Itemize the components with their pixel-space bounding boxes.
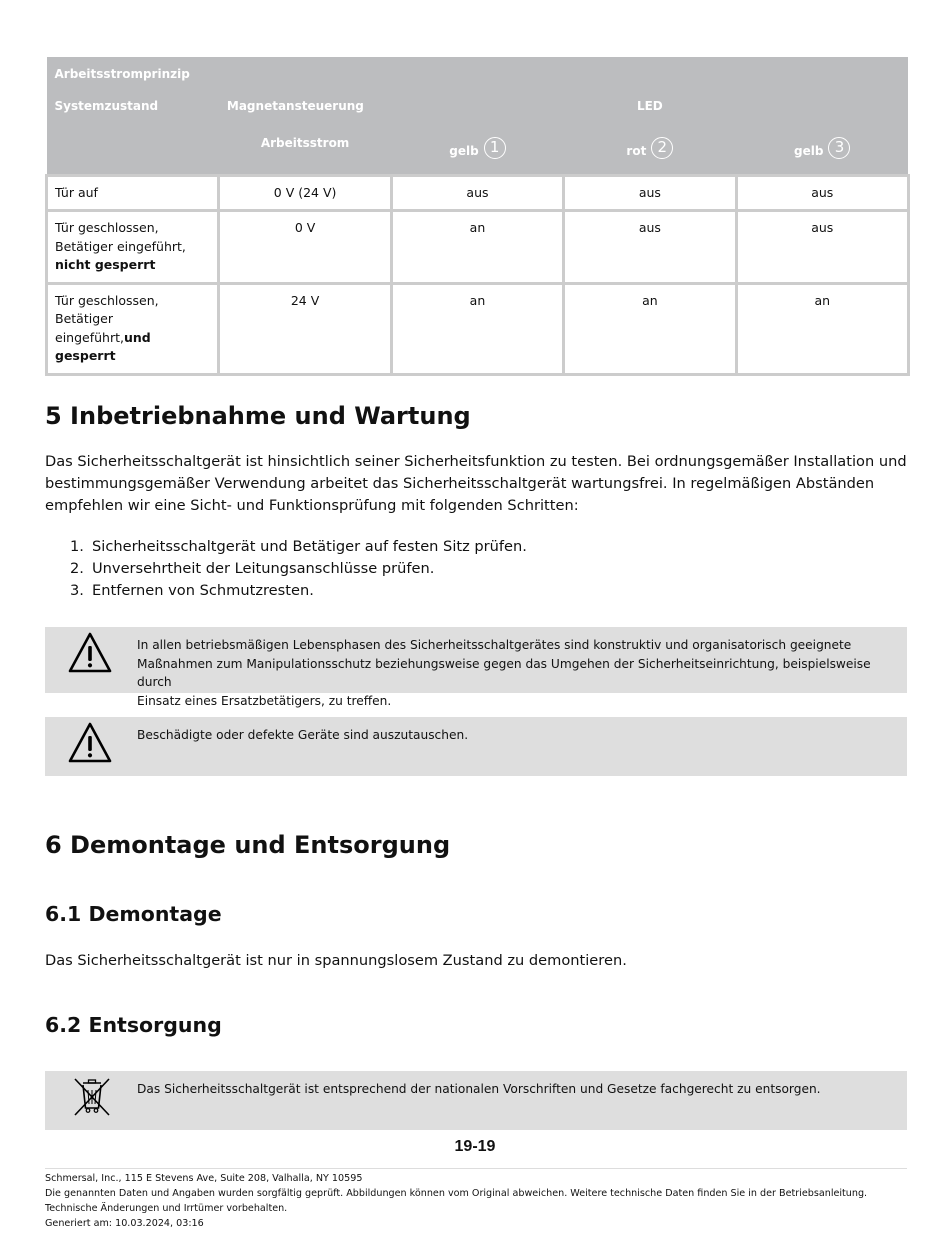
cell-state: Tür geschlossen, Betätiger eingeführt,und gesperrt <box>47 283 219 374</box>
header-empty <box>47 123 219 175</box>
cell-led-gelb-3: an <box>736 283 908 374</box>
warning-notice-replace <box>45 717 907 776</box>
cell-led-gelb-3: aus <box>736 211 908 284</box>
cell-state: Tür auf <box>47 175 219 211</box>
section-6-heading: 6 Demontage und Entsorgung <box>45 831 451 859</box>
warning-triangle-icon <box>67 721 113 769</box>
cell-led-rot: aus <box>564 175 736 211</box>
table-row <box>47 283 909 374</box>
cell-voltage: 0 V (24 V) <box>219 175 391 211</box>
section-6-2-heading: 6.2 Entsorgung <box>45 1013 222 1037</box>
list-item: 3. Entfernen von Schmutzresten. <box>70 582 314 599</box>
header-systemzustand: Systemzustand <box>47 90 219 123</box>
section-5-paragraph: Das Sicherheitsschaltgerät ist hinsichtlich seiner Sicherheitsfunktion zu testen. Bei ordnungsgemäßer Installation und bestimmungsgemäßer Verwendung arbeitet das Sicherheitsschaltgerät wartungsfrei. In regelmäßigen Abständen empfehlen wir eine Sicht- und Funktionsprüfung mit folgenden Schritten: <box>45 453 907 514</box>
table-caption: Arbeitsstromprinzip <box>47 57 909 90</box>
circled-number-icon: 1 <box>484 137 506 159</box>
cell-led-gelb-1: an <box>391 283 563 374</box>
footer-address: Schmersal, Inc., 115 E Stevens Ave, Suite 208, Valhalla, NY 10595 <box>45 1173 363 1184</box>
cell-voltage: 0 V <box>219 211 391 284</box>
list-item: 1. Sicherheitsschaltgerät und Betätiger auf festen Sitz prüfen. <box>70 538 527 555</box>
section-6-1-text: Das Sicherheitsschaltgerät ist nur in spannungslosem Zustand zu demontieren. <box>45 952 627 969</box>
list-item: 2. Unversehrtheit der Leitungsanschlüsse prüfen. <box>70 560 435 577</box>
cell-led-gelb-1: aus <box>391 175 563 211</box>
table-row <box>47 175 909 211</box>
header-led: LED <box>391 90 908 123</box>
disposal-notice <box>45 1071 907 1130</box>
disposal-text: Das Sicherheitsschaltgerät ist entsprechend der nationalen Vorschriften und Gesetze fachgerecht zu entsorgen. <box>137 1082 821 1096</box>
header-magnetansteuerung: Magnetansteuerung <box>219 90 391 123</box>
header-led-gelb-1: gelb 1 <box>391 123 563 175</box>
cell-led-rot: an <box>564 283 736 374</box>
circled-number-icon: 3 <box>828 137 850 159</box>
led-status-table <box>45 57 910 376</box>
warning-triangle-icon <box>67 631 113 679</box>
maintenance-steps-list <box>70 536 527 602</box>
section-6-1-heading: 6.1 Demontage <box>45 902 222 926</box>
footer-generated: Generiert am: 10.03.2024, 03:16 <box>45 1218 204 1229</box>
cell-led-gelb-1: an <box>391 211 563 284</box>
warning-text: Beschädigte oder defekte Geräte sind auszutauschen. <box>137 728 469 742</box>
header-arbeitsstrom: Arbeitsstrom <box>219 123 391 175</box>
footer-disclaimer-2: Technische Änderungen und Irrtümer vorbehalten. <box>45 1203 288 1214</box>
warning-notice-manipulation <box>45 627 907 708</box>
section-5-heading: 5 Inbetriebnahme und Wartung <box>45 402 471 430</box>
circled-number-icon: 2 <box>651 137 673 159</box>
footer-divider <box>45 1168 907 1169</box>
header-led-gelb-3: gelb 3 <box>736 123 908 175</box>
cell-led-rot: aus <box>564 211 736 284</box>
header-led-rot-2: rot 2 <box>564 123 736 175</box>
cell-led-gelb-3: aus <box>736 175 908 211</box>
table-row <box>47 211 909 284</box>
cell-voltage: 24 V <box>219 283 391 374</box>
page-number: 19-19 <box>454 1138 496 1155</box>
cell-state: Tür geschlossen, Betätiger eingeführt, nicht gesperrt <box>47 211 219 284</box>
crossed-bin-icon <box>71 1075 113 1121</box>
warning-text: In allen betriebsmäßigen Lebensphasen des Sicherheitsschaltgerätes sind konstruktiv und organisatorisch geeignete Maßnahmen zum Manipulationsschutz beziehungsweise gegen das Umgehen der Sicherheitseinrichtung, beispielsweise durch Einsatz eines Ersatzbetätigers, zu treffen. <box>137 638 871 708</box>
footer-disclaimer: Die genannten Daten und Angaben wurden sorgfältig geprüft. Abbildungen können vom Original abweichen. Weitere technische Daten finden Sie in der Betriebsanleitung. <box>45 1188 868 1199</box>
